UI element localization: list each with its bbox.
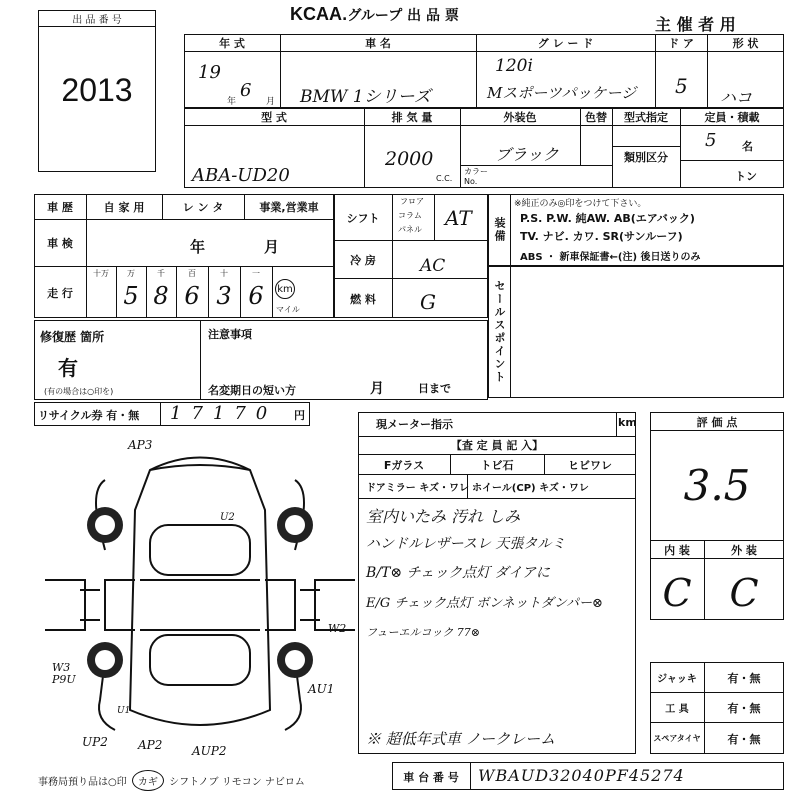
diagram-mark: AU1: [308, 682, 335, 696]
color-value: ブラック: [495, 145, 559, 164]
mileage-digit: 6: [184, 282, 200, 310]
mileage-label: 走 行: [47, 286, 73, 300]
ton-unit: トン: [735, 170, 757, 183]
recycle-yen: 円: [294, 409, 305, 422]
repair-note: (有の場合は○印を): [44, 387, 114, 396]
chassis-label: 車 台 番 号: [403, 770, 459, 784]
grade-value-2: Mスポーツパッケージ: [487, 84, 637, 102]
repair-value: 有: [58, 356, 78, 380]
tools-options: 有・無: [727, 701, 761, 715]
shift-label: シフト: [346, 211, 380, 225]
digit-label-100: 百: [188, 269, 196, 278]
exterior-label: 外 装: [731, 543, 757, 557]
diagram-mark: AP3: [128, 438, 153, 452]
doors-value: 5: [675, 74, 688, 98]
color-change-label: 色替: [585, 111, 607, 124]
equipment-note: ※純正のみ◎印をつけて下さい。: [514, 199, 647, 209]
digit-label-10k: 万: [127, 269, 135, 278]
mileage-digit: 6: [248, 282, 264, 310]
recycle-value: 17170: [170, 403, 278, 424]
mileage-digit: 5: [123, 282, 139, 310]
class-label: 類別区分: [624, 151, 668, 164]
notes-label: 注意事項: [208, 328, 252, 341]
inspection-note: E/G チェック点灯 ボンネットダンパー⊗: [366, 596, 603, 611]
wheel-label: ホイール(CP): [472, 483, 536, 494]
inspection-note: 室内いたみ 汚れ しみ: [366, 507, 521, 526]
interior-grade: C: [662, 570, 692, 615]
color-no-label: カラー No.: [464, 167, 488, 186]
mileage-digit: 3: [216, 282, 232, 310]
displacement-label: 排 気 量: [391, 111, 433, 124]
fuel-value: G: [420, 290, 436, 314]
fuel-label: 燃 料: [350, 292, 376, 306]
diagram-mark: U2: [220, 512, 235, 523]
mile-unit: マイル: [276, 305, 300, 314]
mirror-label: ドアミラー: [366, 483, 416, 494]
capacity-label: 定員・積載: [704, 111, 760, 124]
meter-km: km: [618, 416, 637, 429]
diagram-mark: UP2: [82, 735, 108, 749]
glass-chip: トビ: [480, 458, 503, 472]
diagram-mark: W2: [328, 622, 347, 635]
organizer-copy-label: 主 催 者 用: [655, 15, 736, 34]
brand-logo: KCAA: [290, 4, 342, 24]
inspection-year: 年: [190, 238, 206, 256]
wheel-options: キズ・ワレ: [539, 483, 589, 494]
capacity-unit: 名: [742, 140, 753, 153]
capacity-value: 5: [705, 130, 717, 151]
model-value: ABA-UD20: [192, 165, 290, 186]
glass-label: Fガラス: [383, 458, 425, 472]
inspection-month: 月: [264, 238, 280, 256]
name-change-day: 日まで: [418, 382, 451, 395]
diagram-mark: W3 P9U: [52, 661, 76, 686]
name-change-label: 名変期日の短い方: [208, 384, 296, 397]
equipment-label: 装備: [493, 217, 506, 243]
office-items-rest: シフトノブ リモコン ナビロム: [169, 777, 305, 788]
month-value: 6: [240, 80, 252, 101]
tools-label: 工 具: [665, 704, 689, 715]
mileage-digit: 8: [153, 282, 169, 310]
year-label: 年 式: [219, 37, 245, 50]
office-item-key: カギ: [132, 770, 164, 791]
inspection-note: ハンドルレザースレ 天張タルミ: [366, 536, 566, 552]
spare-options: 有・無: [727, 732, 761, 746]
history-business: 事業,営業車: [259, 201, 319, 214]
shift-column: コラム: [398, 211, 422, 220]
month-suffix: 月: [266, 97, 276, 107]
meter-label: 現メーター指示: [376, 418, 453, 431]
equipment-line-2: TV. ナビ. カワ. SR(サンルーフ): [520, 230, 683, 243]
car-damage-diagram: [40, 430, 360, 760]
ac-label: 冷 房: [350, 253, 376, 267]
inspector-label: 【査 定 員 記 入】: [450, 439, 544, 452]
grade-label: グ レ ー ド: [537, 37, 594, 50]
car-name-value: BMW 1シリーズ: [300, 87, 431, 107]
color-label: 外装色: [503, 111, 537, 124]
spare-tire-label: スペアタイヤ: [653, 734, 701, 743]
cc-unit: C.C.: [436, 174, 453, 183]
lot-number-label: 出 品 番 号: [72, 15, 122, 26]
exterior-grade: C: [729, 570, 759, 615]
evaluation-label: 評 価 点: [696, 415, 738, 429]
shift-floor: フロア: [400, 197, 424, 206]
sales-point-label: セールスポイント: [493, 280, 506, 384]
equipment-line-3: ABS ・ 新車保証書←(注) 後日送りのみ: [520, 252, 701, 263]
chassis-value: WBAUD32040PF45274: [478, 766, 685, 785]
diagram-mark: U1: [117, 706, 131, 716]
displacement-value: 2000: [385, 148, 434, 170]
diagram-mark: AUP2: [192, 744, 227, 758]
year-suffix: 年: [227, 97, 237, 107]
interior-label: 内 装: [664, 543, 690, 557]
inspection-note: フューエルコック 77⊗: [366, 626, 480, 639]
shape-label: 形 状: [732, 37, 759, 50]
ac-value: AC: [420, 256, 446, 276]
name-change-month: 月: [370, 381, 384, 397]
shift-value: AT: [445, 206, 472, 230]
lot-number-value: 2013: [61, 71, 133, 108]
grade-value-1: 120i: [495, 56, 533, 76]
mirror-options: キズ・ワレ: [419, 483, 469, 494]
digit-label-1: 一: [252, 269, 260, 278]
digit-label-1k: 千: [157, 269, 165, 278]
year-value: 19: [198, 62, 221, 83]
history-private: 自 家 用: [103, 201, 145, 214]
repair-label: 修復歴 箇所: [40, 330, 105, 344]
jack-options: 有・無: [727, 671, 761, 685]
model-label: 型 式: [261, 111, 287, 124]
shape-value: ハコ: [720, 88, 753, 107]
glass-chip-stone: 石: [502, 458, 514, 472]
km-unit-circled: km: [275, 279, 295, 299]
history-label: 車 歴: [47, 201, 73, 214]
office-items-label: 事務局預り品は○印: [38, 777, 127, 788]
inspection-footer-note: ※ 超低年式車 ノークレーム: [366, 730, 556, 748]
equipment-line-1: P.S. P.W. 純AW. AB(エアバック): [520, 212, 695, 225]
shift-panel: パネル: [398, 225, 422, 234]
recycle-label: リサイクル券 有・無: [38, 409, 140, 422]
diagram-mark: AP2: [138, 738, 163, 752]
digit-label-100k: 十万: [93, 269, 109, 278]
type-spec-label: 型式指定: [624, 111, 668, 124]
inspection-label: 車 検: [47, 237, 73, 250]
digit-label-10: 十: [220, 269, 228, 278]
jack-label: ジャッキ: [657, 674, 697, 685]
doors-label: ド ア: [668, 37, 694, 50]
sheet-title: .グループ 出 品 票: [342, 8, 459, 24]
evaluation-score: 3.5: [683, 460, 751, 510]
inspection-note: B/T⊗ チェック点灯 ダイアに: [366, 565, 550, 581]
glass-crack: ヒビワレ: [568, 458, 612, 472]
car-name-label: 車 名: [365, 37, 391, 50]
history-rental: レ ン タ: [182, 201, 224, 214]
